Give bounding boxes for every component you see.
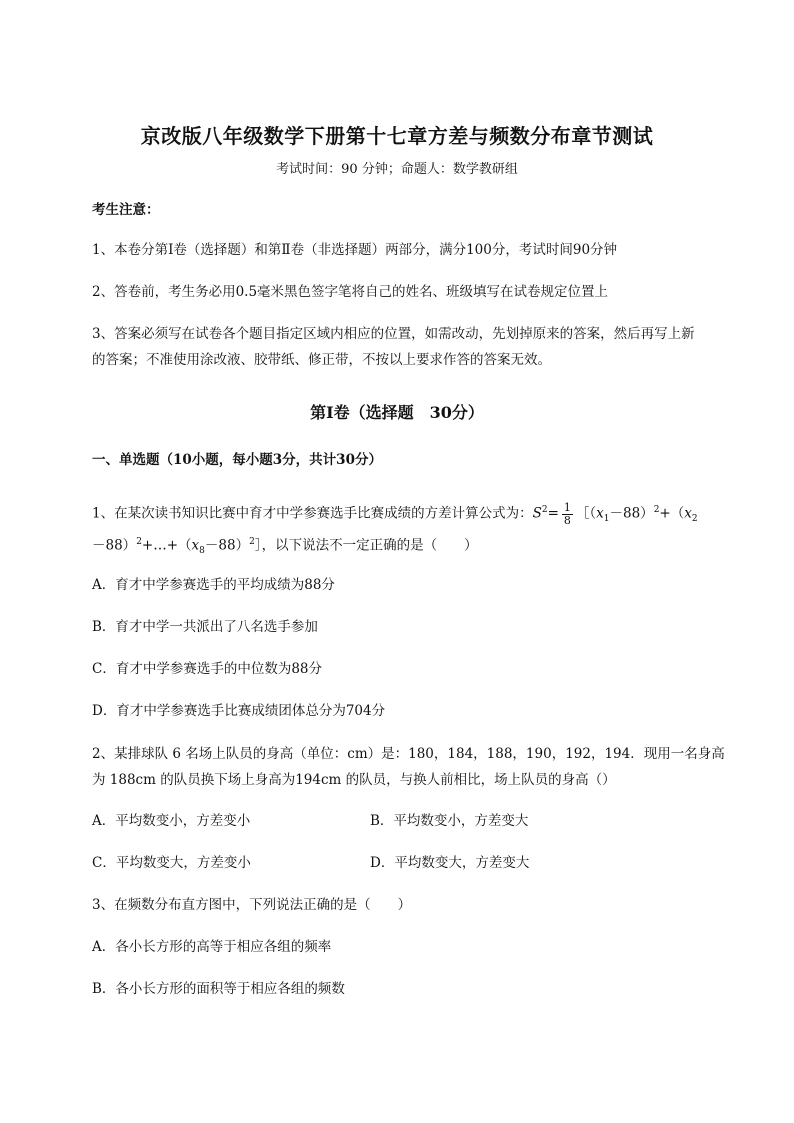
q2-option-a: A．平均数变小，方差变小 <box>92 813 251 829</box>
q1-option-d: D．育才中学参赛选手比赛成绩团体总分为704分 <box>92 703 386 719</box>
q2-option-d: D．平均数变大，方差变大 <box>370 855 530 871</box>
question-2-line-1: 2、某排球队 6 名场上队员的身高（单位：cm）是：180，184，188，190，192，194．现用一名身高 <box>92 746 725 762</box>
question-1-line-2: $-88)^2+\dots+(x_8-88)^2]$，以下说法不一定正确的是（ ） <box>92 537 478 557</box>
question-2-line-2: 为 188cm 的队员换下场上身高为194cm 的队员，与换人前相比，场上队员的身高（） <box>92 772 616 788</box>
notice-item-3: 3、答案必须写在试卷各个题目指定区域内相应的位置，如需改动，先划掉原来的答案，然后再写上新 <box>92 326 695 342</box>
q2-option-b: B．平均数变小，方差变大 <box>370 813 529 829</box>
notice-item-1: 1、本卷分第Ⅰ卷（选择题）和第Ⅱ卷（非选择题）两部分，满分100分，考试时间90分钟 <box>92 242 618 258</box>
q1-option-c: C．育才中学参赛选手的中位数为88分 <box>92 661 323 677</box>
question-1-line-1: 1、在某次读书知识比赛中育才中学参赛选手比赛成绩的方差计算公式为：$S^2=$ $\frac{1}{8}$ $[(x_1-88)^2+(x_2$ <box>92 500 698 527</box>
notice-heading: 考生注意： <box>92 202 160 218</box>
notice-item-3-cont: 的答案；不准使用涂改液、胶带纸、修正带，不按以上要求作答的答案无效。 <box>92 352 551 368</box>
page-title: 京改版八年级数学下册第十七章方差与频数分布章节测试 <box>140 124 654 148</box>
part-heading: 一、单选题（10小题，每小题3分，共计30分） <box>92 452 382 468</box>
notice-item-2: 2、答卷前，考生务必用0.5毫米黑色签字笔将自己的姓名、班级填写在试卷规定位置上 <box>92 284 609 300</box>
fraction: $\frac{1}{8}$ <box>563 500 571 527</box>
q3-option-a: A．各小长方形的高等于相应各组的频率 <box>92 939 332 955</box>
q1-option-b: B．育才中学一共派出了八名选手参加 <box>92 619 318 635</box>
question-3-line-1: 3、在频数分布直方图中，下列说法正确的是（ ） <box>92 897 412 913</box>
q1-option-a: A．育才中学参赛选手的平均成绩为88分 <box>92 577 335 593</box>
section-title: 第Ⅰ卷（选择题 30分） <box>310 403 484 422</box>
page-subtitle: 考试时间：90 分钟；命题人：数学教研组 <box>276 162 518 177</box>
q2-option-c: C．平均数变大，方差变小 <box>92 855 251 871</box>
q3-option-b: B．各小长方形的面积等于相应各组的频数 <box>92 981 345 997</box>
